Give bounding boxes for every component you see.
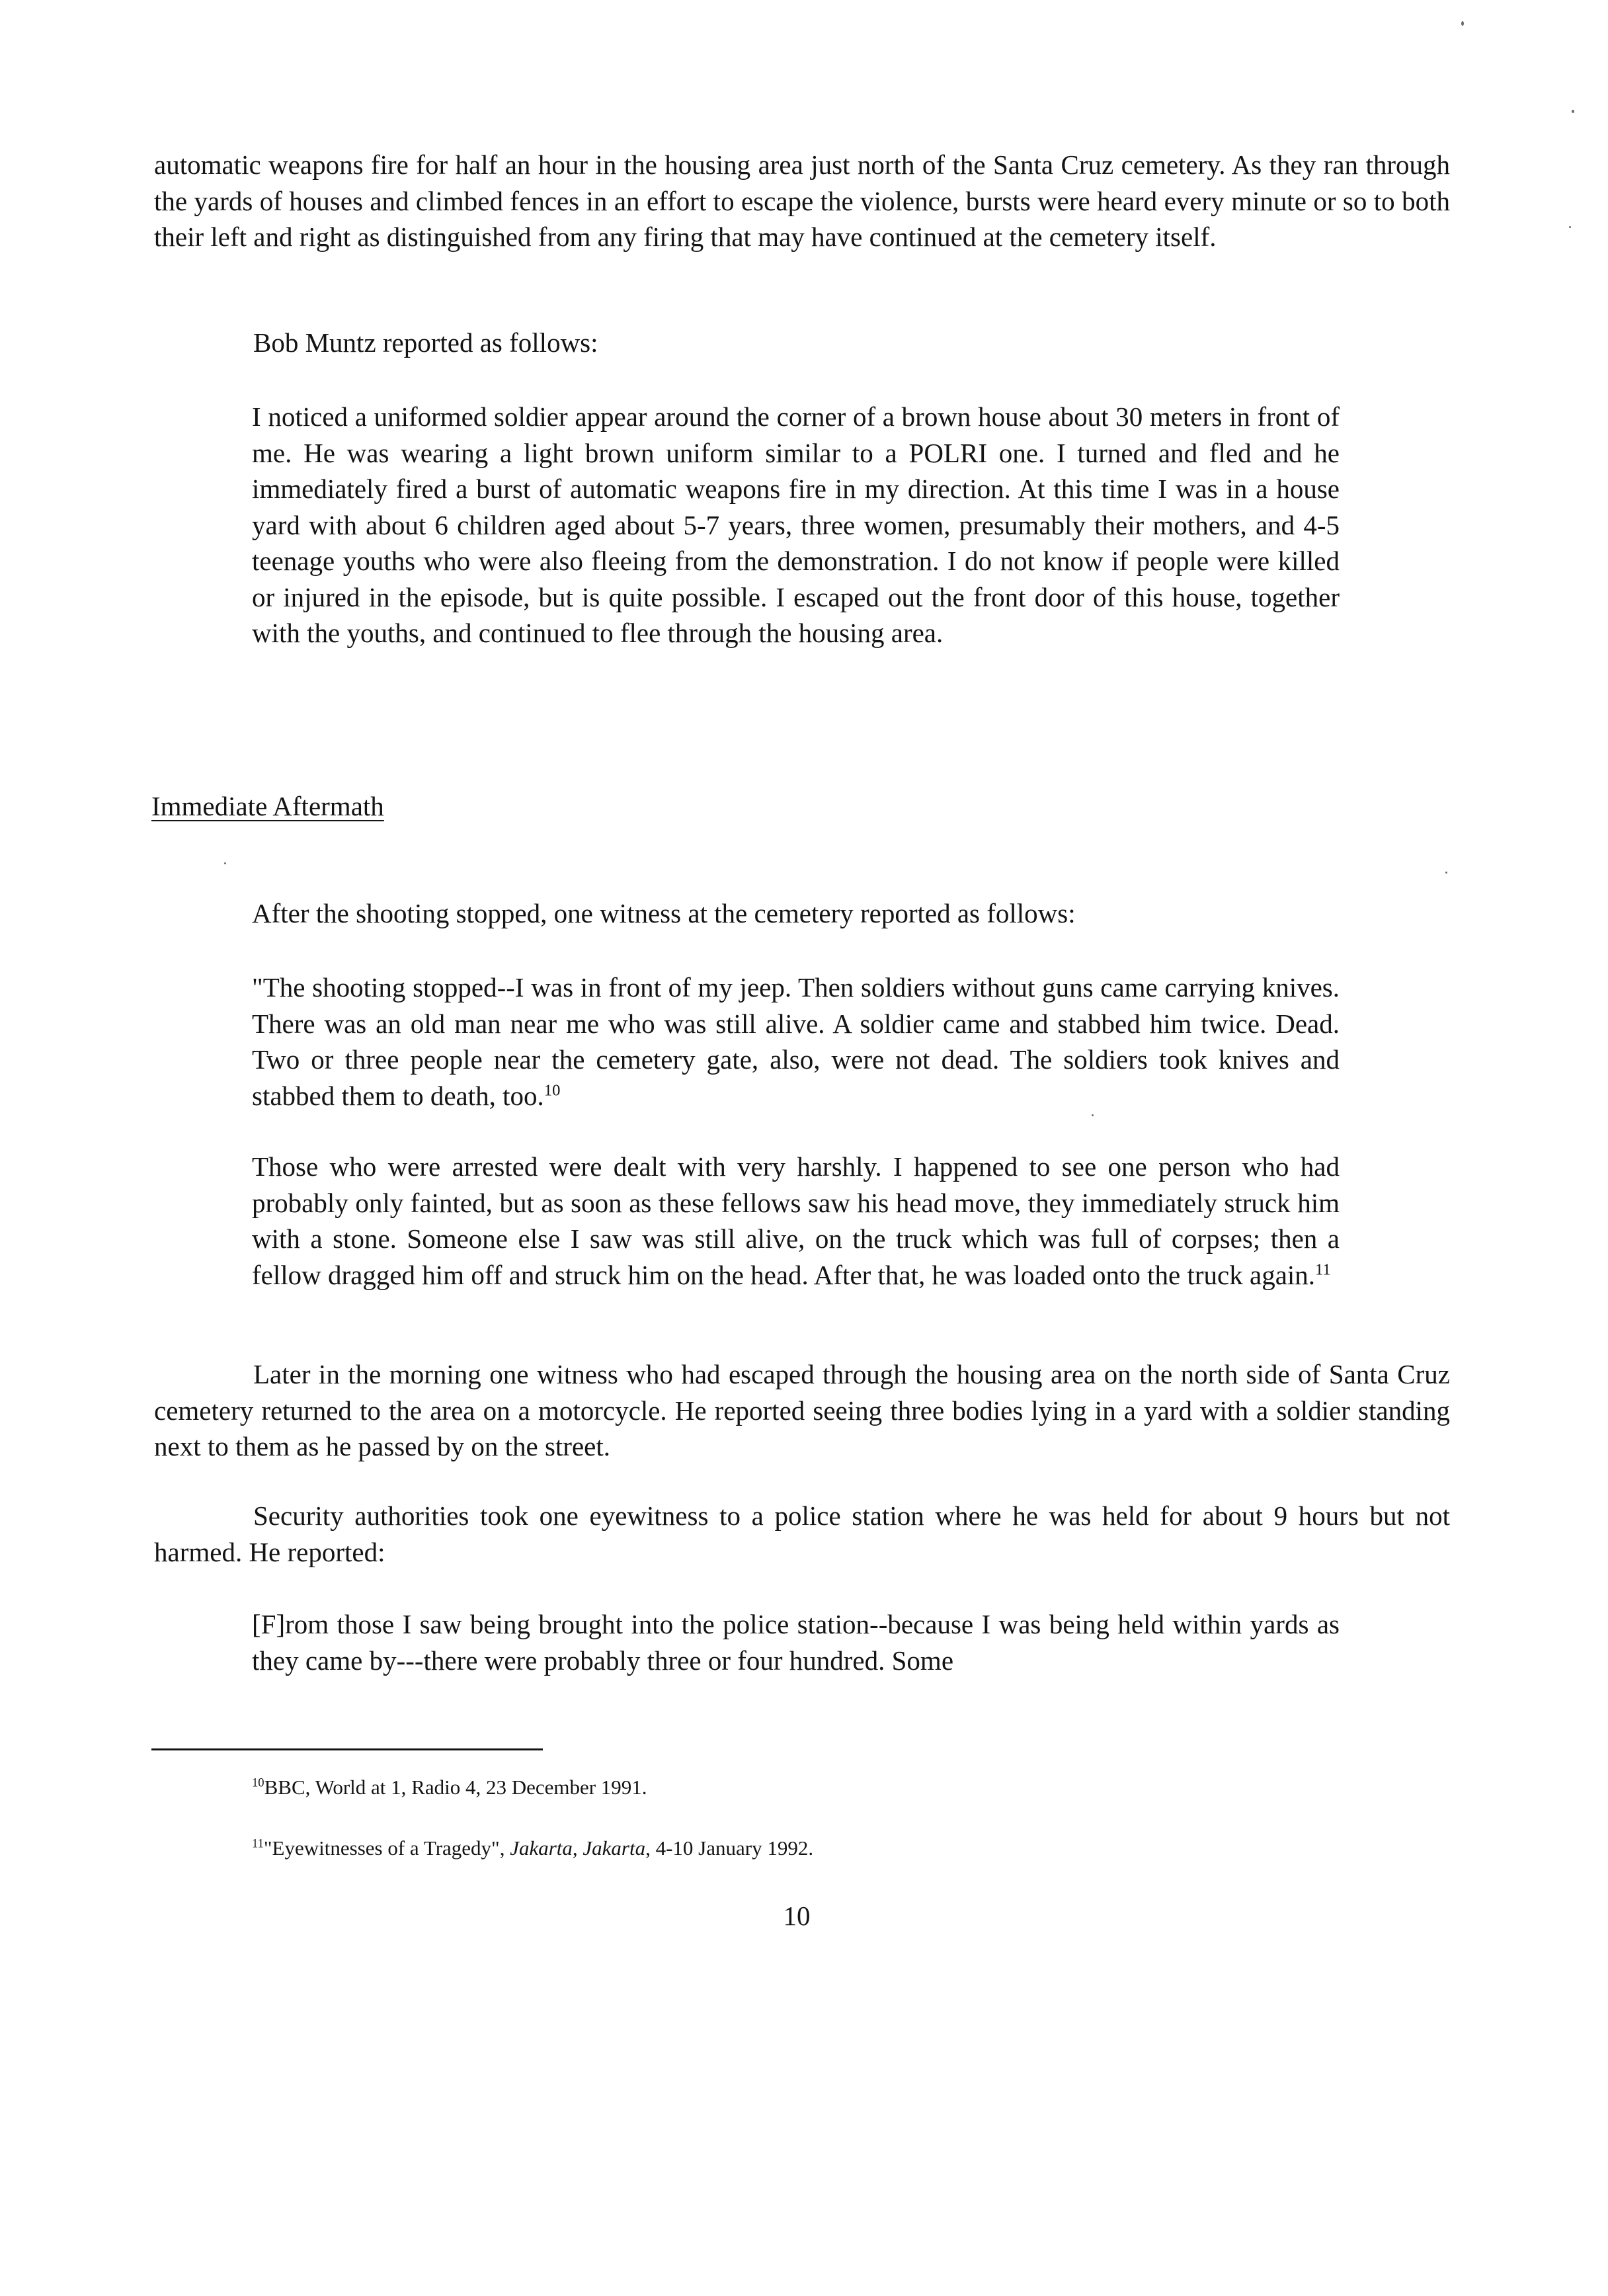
witness-intro-paragraph: After the shooting stopped, one witness at the cemetery reported as follows:: [252, 898, 1076, 928]
arrest-quote: [252, 1149, 1340, 1293]
footnote-ref-11: 11: [1315, 1260, 1331, 1278]
intro-paragraph: automatic weapons fire for half an hour in the housing area just north of the Santa Cruz cemetery. As they ran through the yards of houses and climbed fences in an effort to escape the violence, bursts were heard every minute or so to both their left and right as distinguished from any firing that may have continued at the cemetery itself.: [154, 149, 1450, 252]
witness-quote: [252, 969, 1340, 1114]
muntz-intro-paragraph: Bob Muntz reported as follows:: [253, 327, 598, 358]
scan-speck: [1445, 872, 1447, 874]
later-morning-paragraph: Later in the morning one witness who had escaped through the housing area on the north side of Santa Cruz cemetery returned to the area on a motorcycle. He reported seeing three bodies lying in a yard with a soldier standing next to them as he passed by on the street.: [154, 1359, 1450, 1461]
footnote-divider: [151, 1748, 543, 1750]
scan-speck: [1572, 110, 1574, 113]
muntz-quote: I noticed a uniformed soldier appear around the corner of a brown house about 30 meters in front of me. He was wearing a light brown uniform similar to a POLRI one. I turned and fled and he immediately fired a burst of automatic weapons fire in my direction. At this time I was in a house yard with about 6 children aged about 5-7 years, three women, presumably their mothers, and 4-5 teenage youths who were also fleeing from the demonstration. I do not know if people were killed or injured in the episode, but is quite possible. I escaped out the front door of this house, together with the youths, and continued to flee through the housing area.: [252, 401, 1340, 648]
arrest-quote-text: Those who were arrested were dealt with very harshly. I happened to see one person who had probably only fainted, but as soon as these fellows saw his head move, they immediately struck him with a stone. Someone else I saw was still alive, on the truck which was full of corpses; then a fellow dragged him off and struck him on the head. After that, he was loaded onto the truck again.: [252, 1151, 1340, 1290]
security-paragraph: Security authorities took one eyewitness to a police station where he was held for about 9 hours but not harmed. He reported:: [154, 1500, 1450, 1567]
scan-speck: [1569, 226, 1571, 228]
footnote-number: 10: [252, 1776, 264, 1790]
witness-quote-text: "The shooting stopped--I was in front of my jeep. Then soldiers without guns came carrying knives. There was an old man near me who was still alive. A soldier came and stabbed him twice. Dead. Two or three people near the cemetery gate, also, were not dead. The soldiers took knives and stabbed them to death, too.: [252, 972, 1340, 1111]
footnote-text-before: "Eyewitnesses of a Tragedy",: [263, 1836, 510, 1860]
footnote-10: [252, 1774, 647, 1801]
footnote-number: 11: [252, 1836, 264, 1851]
station-quote: [F]rom those I saw being brought into the police station--because I was being held within yards as they came by---there were probably three or four hundred. Some: [252, 1609, 1340, 1676]
footnote-text: BBC, World at 1, Radio 4, 23 December 1991.: [264, 1776, 647, 1799]
footnote-text-after: , 4-10 January 1992.: [645, 1836, 814, 1860]
footnote-11: [252, 1835, 813, 1862]
page-number: 10: [783, 1901, 811, 1931]
section-heading: Immediate Aftermath: [151, 791, 384, 821]
footnote-ref-10: 10: [543, 1081, 561, 1099]
scan-speck: [1092, 1114, 1094, 1116]
scan-speck: [224, 862, 226, 864]
scan-speck: [1461, 21, 1464, 26]
footnote-publication-title: Jakarta, Jakarta: [510, 1836, 646, 1860]
